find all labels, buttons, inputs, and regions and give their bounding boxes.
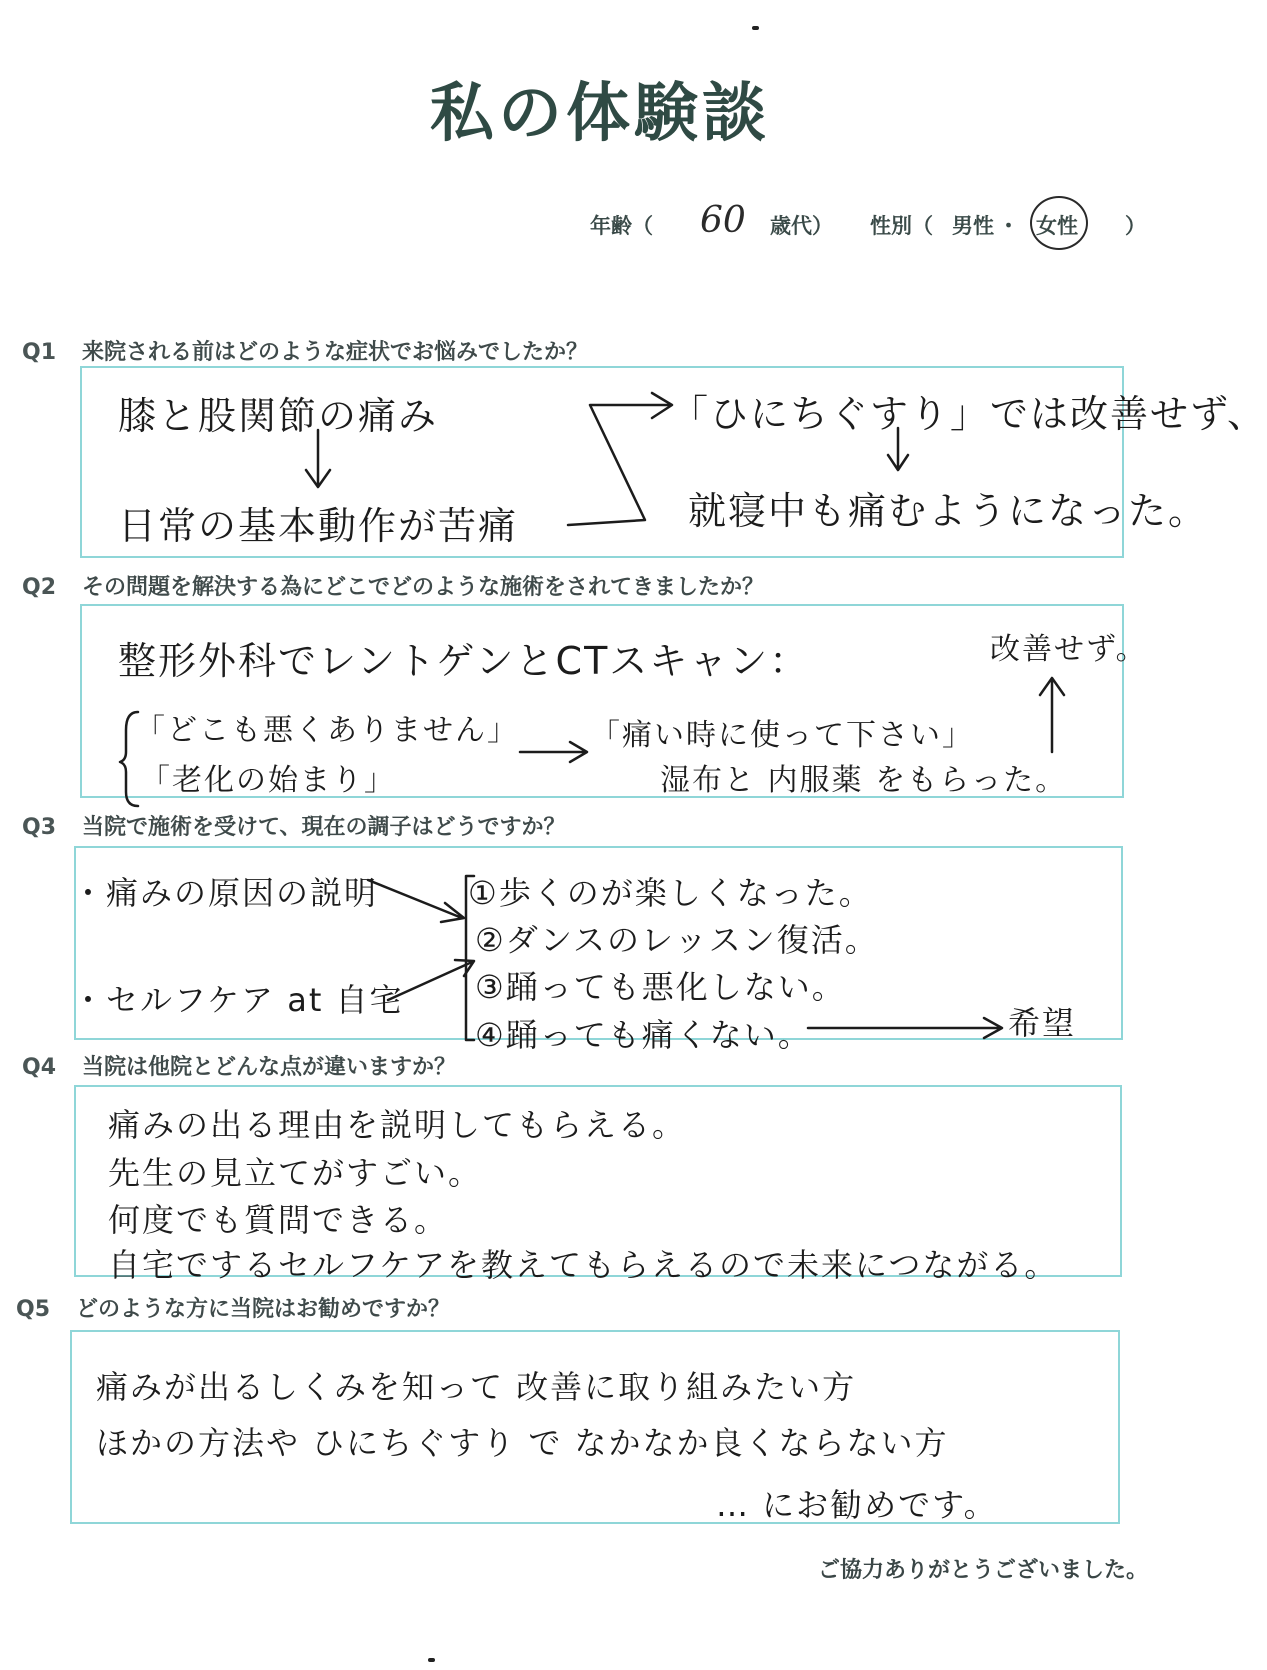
q1-number: Q1 — [22, 340, 57, 365]
age-value: 60 — [700, 200, 746, 241]
q1-heading — [22, 335, 588, 366]
q1-question: 来院される前はどのような症状でお悩みでしたか？ — [82, 340, 589, 365]
profile-row — [590, 200, 1170, 246]
q2-line-5: 湿布と 内服薬 をもらった。 — [660, 763, 1068, 798]
q3-line-6: ④踊っても痛くない。 — [475, 1016, 812, 1054]
q2-question: その問題を解決する為にどこでどのような施術をされてきましたか？ — [82, 575, 765, 600]
q2-line-6: 改善せず。 — [990, 632, 1148, 667]
q2-line-4: 「痛い時に使って下さい」 — [590, 718, 974, 753]
page-title: 私の体験談 — [430, 77, 770, 151]
q2-line-2: 「どこも悪くありません」 — [135, 713, 519, 748]
q5-heading — [16, 1292, 450, 1323]
gender-label: 性別（ — [870, 214, 933, 238]
age-suffix: 歳代） — [770, 214, 833, 238]
q4-line-1: 痛みの出る理由を説明してもらえる。 — [108, 1106, 687, 1144]
q2-number: Q2 — [22, 575, 57, 600]
closing-message: ご協力ありがとうございました。 — [817, 1558, 1148, 1583]
q3-line-1: ・痛みの原因の説明 — [72, 874, 379, 912]
q2-line-3: 「老化の始まり」 — [140, 763, 396, 798]
q5-line-2: ほかの方法や ひにちぐすり で なかなか良くならない方 — [96, 1424, 949, 1462]
q1-line-3: 「ひにちぐすり」では改善せず、 — [670, 392, 1267, 436]
q1-line-1: 膝と股関節の痛み — [118, 394, 439, 438]
q2-heading — [22, 570, 764, 601]
age-label: 年齢（ — [590, 214, 653, 238]
q4-line-4: 自宅でするセルフケアを教えてもらえるので未来につながる。 — [108, 1246, 1059, 1284]
q3-question: 当院で施術を受けて、現在の調子はどうですか？ — [82, 815, 566, 840]
q3-line-5: ③踊っても悪化しない。 — [475, 968, 846, 1006]
q3-line-2: ・セルフケア at 自宅 — [72, 981, 404, 1019]
gender-male: 男性 — [952, 214, 994, 238]
q4-number: Q4 — [22, 1055, 57, 1080]
q3-line-4: ②ダンスのレッスン復活。 — [475, 921, 879, 959]
q1-line-2: 日常の基本動作が苦痛 — [118, 504, 519, 548]
q3-number: Q3 — [22, 815, 57, 840]
q5-line-1: 痛みが出るしくみを知って 改善に取り組みたい方 — [96, 1368, 857, 1406]
q2-line-1: 整形外科でレントゲンとCTスキャン： — [118, 639, 810, 683]
gender-close: ） — [1125, 214, 1146, 238]
q4-line-2: 先生の見立てがすごい。 — [108, 1154, 483, 1192]
q3-heading — [22, 810, 566, 841]
q1-line-4: 就寝中も痛むようになった。 — [688, 489, 1209, 533]
q4-heading — [22, 1050, 456, 1081]
q4-question: 当院は他院とどんな点が違いますか？ — [82, 1055, 457, 1080]
q3-line-3: ①歩くのが楽しくなった。 — [468, 874, 873, 912]
scan-mark-top — [752, 26, 759, 30]
q5-line-3: … にお勧めです。 — [716, 1486, 998, 1524]
q5-question: どのような方に当院はお勧めですか？ — [76, 1297, 451, 1322]
gender-female: 女性 — [1036, 214, 1078, 238]
q3-line-7: 希望 — [1008, 1004, 1077, 1042]
q4-line-3: 何度でも質問できる。 — [108, 1201, 449, 1239]
q5-number: Q5 — [16, 1297, 51, 1322]
scan-mark-bottom — [428, 1658, 435, 1662]
gender-separator: ・ — [998, 214, 1019, 238]
